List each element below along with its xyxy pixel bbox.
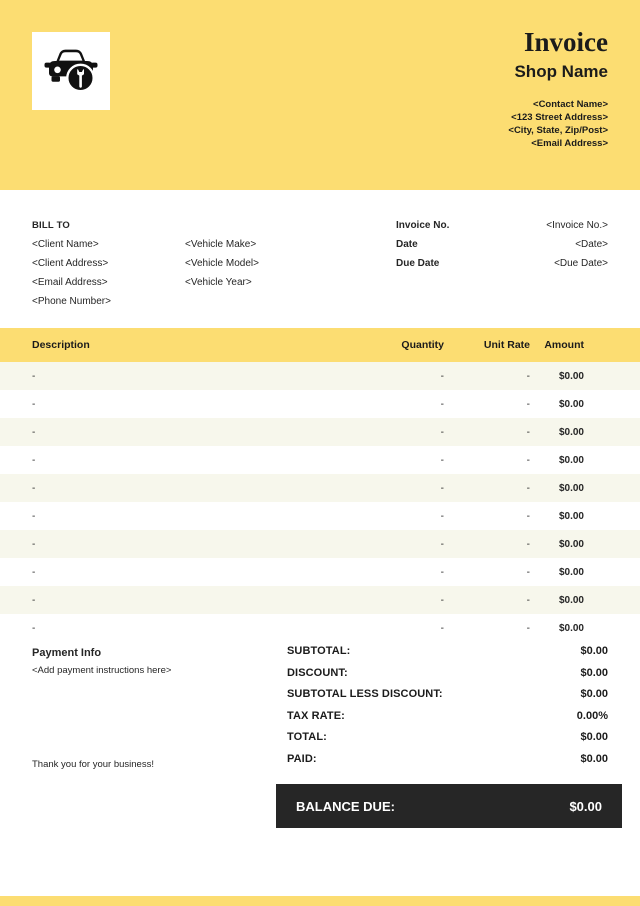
cell-amount: $0.00 — [558, 510, 584, 522]
header-identity-block — [228, 26, 608, 150]
cell-unit-rate[interactable]: - — [526, 454, 530, 466]
bill-to-line[interactable]: <Phone Number> — [32, 296, 111, 307]
tax-rate-value[interactable]: 0.00% — [576, 709, 608, 722]
cell-amount: $0.00 — [558, 370, 584, 382]
cell-quantity[interactable]: - — [440, 426, 444, 438]
shop-name: Shop Name — [514, 62, 608, 81]
total-value: $0.00 — [580, 731, 608, 743]
contact-line: <Contact Name> — [533, 99, 608, 110]
cell-quantity[interactable]: - — [440, 622, 444, 634]
balance-due-label: BALANCE DUE: — [296, 798, 395, 814]
cell-amount: $0.00 — [558, 454, 584, 466]
vehicle-block — [185, 235, 259, 292]
table-row[interactable] — [0, 362, 640, 390]
column-header-description: Description — [32, 339, 90, 351]
subtotal-label: SUBTOTAL: — [287, 645, 351, 657]
column-header-quantity: Quantity — [401, 339, 444, 351]
cell-quantity[interactable]: - — [440, 454, 444, 466]
cell-unit-rate[interactable]: - — [526, 622, 530, 634]
cell-quantity[interactable]: - — [440, 566, 444, 578]
shop-contact-block — [228, 98, 608, 150]
cell-description[interactable]: - — [32, 454, 36, 466]
column-header-unit-rate: Unit Rate — [483, 339, 530, 351]
payment-instructions[interactable]: <Add payment instructions here> — [32, 665, 172, 676]
paid-label: PAID: — [287, 752, 317, 765]
table-row[interactable] — [0, 474, 640, 502]
column-header-amount: Amount — [544, 339, 584, 351]
cell-quantity[interactable]: - — [440, 594, 444, 606]
table-row[interactable] — [0, 586, 640, 614]
discount-label: DISCOUNT: — [287, 666, 348, 679]
invoice-detail-row — [396, 254, 608, 273]
cell-description[interactable]: - — [32, 538, 36, 550]
due-date-label: Due Date — [396, 258, 440, 269]
balance-due-value: $0.00 — [569, 798, 602, 814]
table-row[interactable] — [0, 558, 640, 586]
line-items-table — [0, 328, 640, 642]
cell-amount: $0.00 — [558, 398, 584, 410]
cell-unit-rate[interactable]: - — [526, 594, 530, 606]
subtotal-less-discount-value: $0.00 — [580, 688, 608, 700]
cell-amount: $0.00 — [558, 482, 584, 494]
invoice-detail-row — [396, 216, 608, 235]
contact-line: <City, State, Zip/Post> — [508, 125, 608, 136]
cell-description[interactable]: - — [32, 482, 36, 494]
discount-value[interactable]: $0.00 — [580, 666, 608, 679]
payment-info-title: Payment Info — [32, 647, 102, 659]
invoice-detail-row — [396, 235, 608, 254]
totals-row-tax-rate — [287, 710, 608, 732]
cell-unit-rate[interactable]: - — [526, 566, 530, 578]
total-label: TOTAL: — [287, 731, 327, 743]
cell-quantity[interactable]: - — [440, 482, 444, 494]
tax-rate-label: TAX RATE: — [287, 709, 345, 722]
totals-row-paid — [287, 753, 608, 775]
cell-description[interactable]: - — [32, 622, 36, 634]
totals-row-total — [287, 731, 608, 753]
thank-you-note: Thank you for your business! — [32, 759, 154, 770]
totals-block — [287, 645, 608, 774]
table-row[interactable] — [0, 446, 640, 474]
cell-amount: $0.00 — [558, 426, 584, 438]
table-row[interactable] — [0, 614, 640, 642]
vehicle-line[interactable]: <Vehicle Make> — [185, 239, 257, 250]
cell-unit-rate[interactable]: - — [526, 482, 530, 494]
cell-quantity[interactable]: - — [440, 370, 444, 382]
contact-line: <123 Street Address> — [511, 112, 608, 123]
bill-to-label: BILL TO — [32, 220, 70, 231]
cell-unit-rate[interactable]: - — [526, 510, 530, 522]
invoice-details-block — [396, 216, 608, 273]
contact-line: <Email Address> — [531, 138, 608, 149]
cell-unit-rate[interactable]: - — [526, 370, 530, 382]
paid-value[interactable]: $0.00 — [580, 752, 608, 765]
car-with-wrench-icon — [43, 48, 99, 94]
invoice-no-value[interactable]: <Invoice No.> — [546, 220, 608, 231]
cell-amount: $0.00 — [558, 622, 584, 634]
subtotal-value: $0.00 — [580, 645, 608, 657]
vehicle-line[interactable]: <Vehicle Year> — [185, 277, 252, 288]
cell-description[interactable]: - — [32, 398, 36, 410]
due-date-value[interactable]: <Due Date> — [554, 258, 608, 269]
bill-to-line[interactable]: <Email Address> — [32, 277, 108, 288]
table-header-row — [0, 328, 640, 362]
subtotal-less-discount-label: SUBTOTAL LESS DISCOUNT: — [287, 688, 443, 700]
cell-quantity[interactable]: - — [440, 398, 444, 410]
date-label: Date — [396, 239, 418, 250]
cell-amount: $0.00 — [558, 566, 584, 578]
balance-due-bar — [276, 784, 622, 828]
header-band — [0, 0, 640, 190]
meta-section — [0, 190, 640, 328]
totals-row-subtotal-less-discount — [287, 688, 608, 710]
cell-unit-rate[interactable]: - — [526, 398, 530, 410]
cell-quantity[interactable]: - — [440, 510, 444, 522]
cell-description[interactable]: - — [32, 426, 36, 438]
date-value[interactable]: <Date> — [575, 239, 608, 250]
cell-unit-rate[interactable]: - — [526, 426, 530, 438]
invoice-no-label: Invoice No. — [396, 220, 450, 231]
table-row[interactable] — [0, 418, 640, 446]
cell-description[interactable]: - — [32, 370, 36, 382]
cell-amount: $0.00 — [558, 594, 584, 606]
table-row[interactable] — [0, 390, 640, 418]
footer-band — [0, 896, 640, 906]
payment-info-block — [32, 645, 262, 770]
bill-to-block — [32, 216, 111, 311]
totals-row-discount — [287, 667, 608, 689]
shop-logo[interactable] — [32, 32, 110, 110]
cell-unit-rate[interactable]: - — [526, 538, 530, 550]
cell-amount: $0.00 — [558, 538, 584, 550]
bill-to-line[interactable]: <Client Address> — [32, 258, 109, 269]
table-row[interactable] — [0, 502, 640, 530]
totals-row-subtotal — [287, 645, 608, 667]
cell-description[interactable]: - — [32, 566, 36, 578]
cell-description[interactable]: - — [32, 594, 36, 606]
vehicle-line[interactable]: <Vehicle Model> — [185, 258, 259, 269]
table-row[interactable] — [0, 530, 640, 558]
page-title: Invoice — [524, 27, 608, 57]
cell-quantity[interactable]: - — [440, 538, 444, 550]
bill-to-line[interactable]: <Client Name> — [32, 239, 99, 250]
cell-description[interactable]: - — [32, 510, 36, 522]
